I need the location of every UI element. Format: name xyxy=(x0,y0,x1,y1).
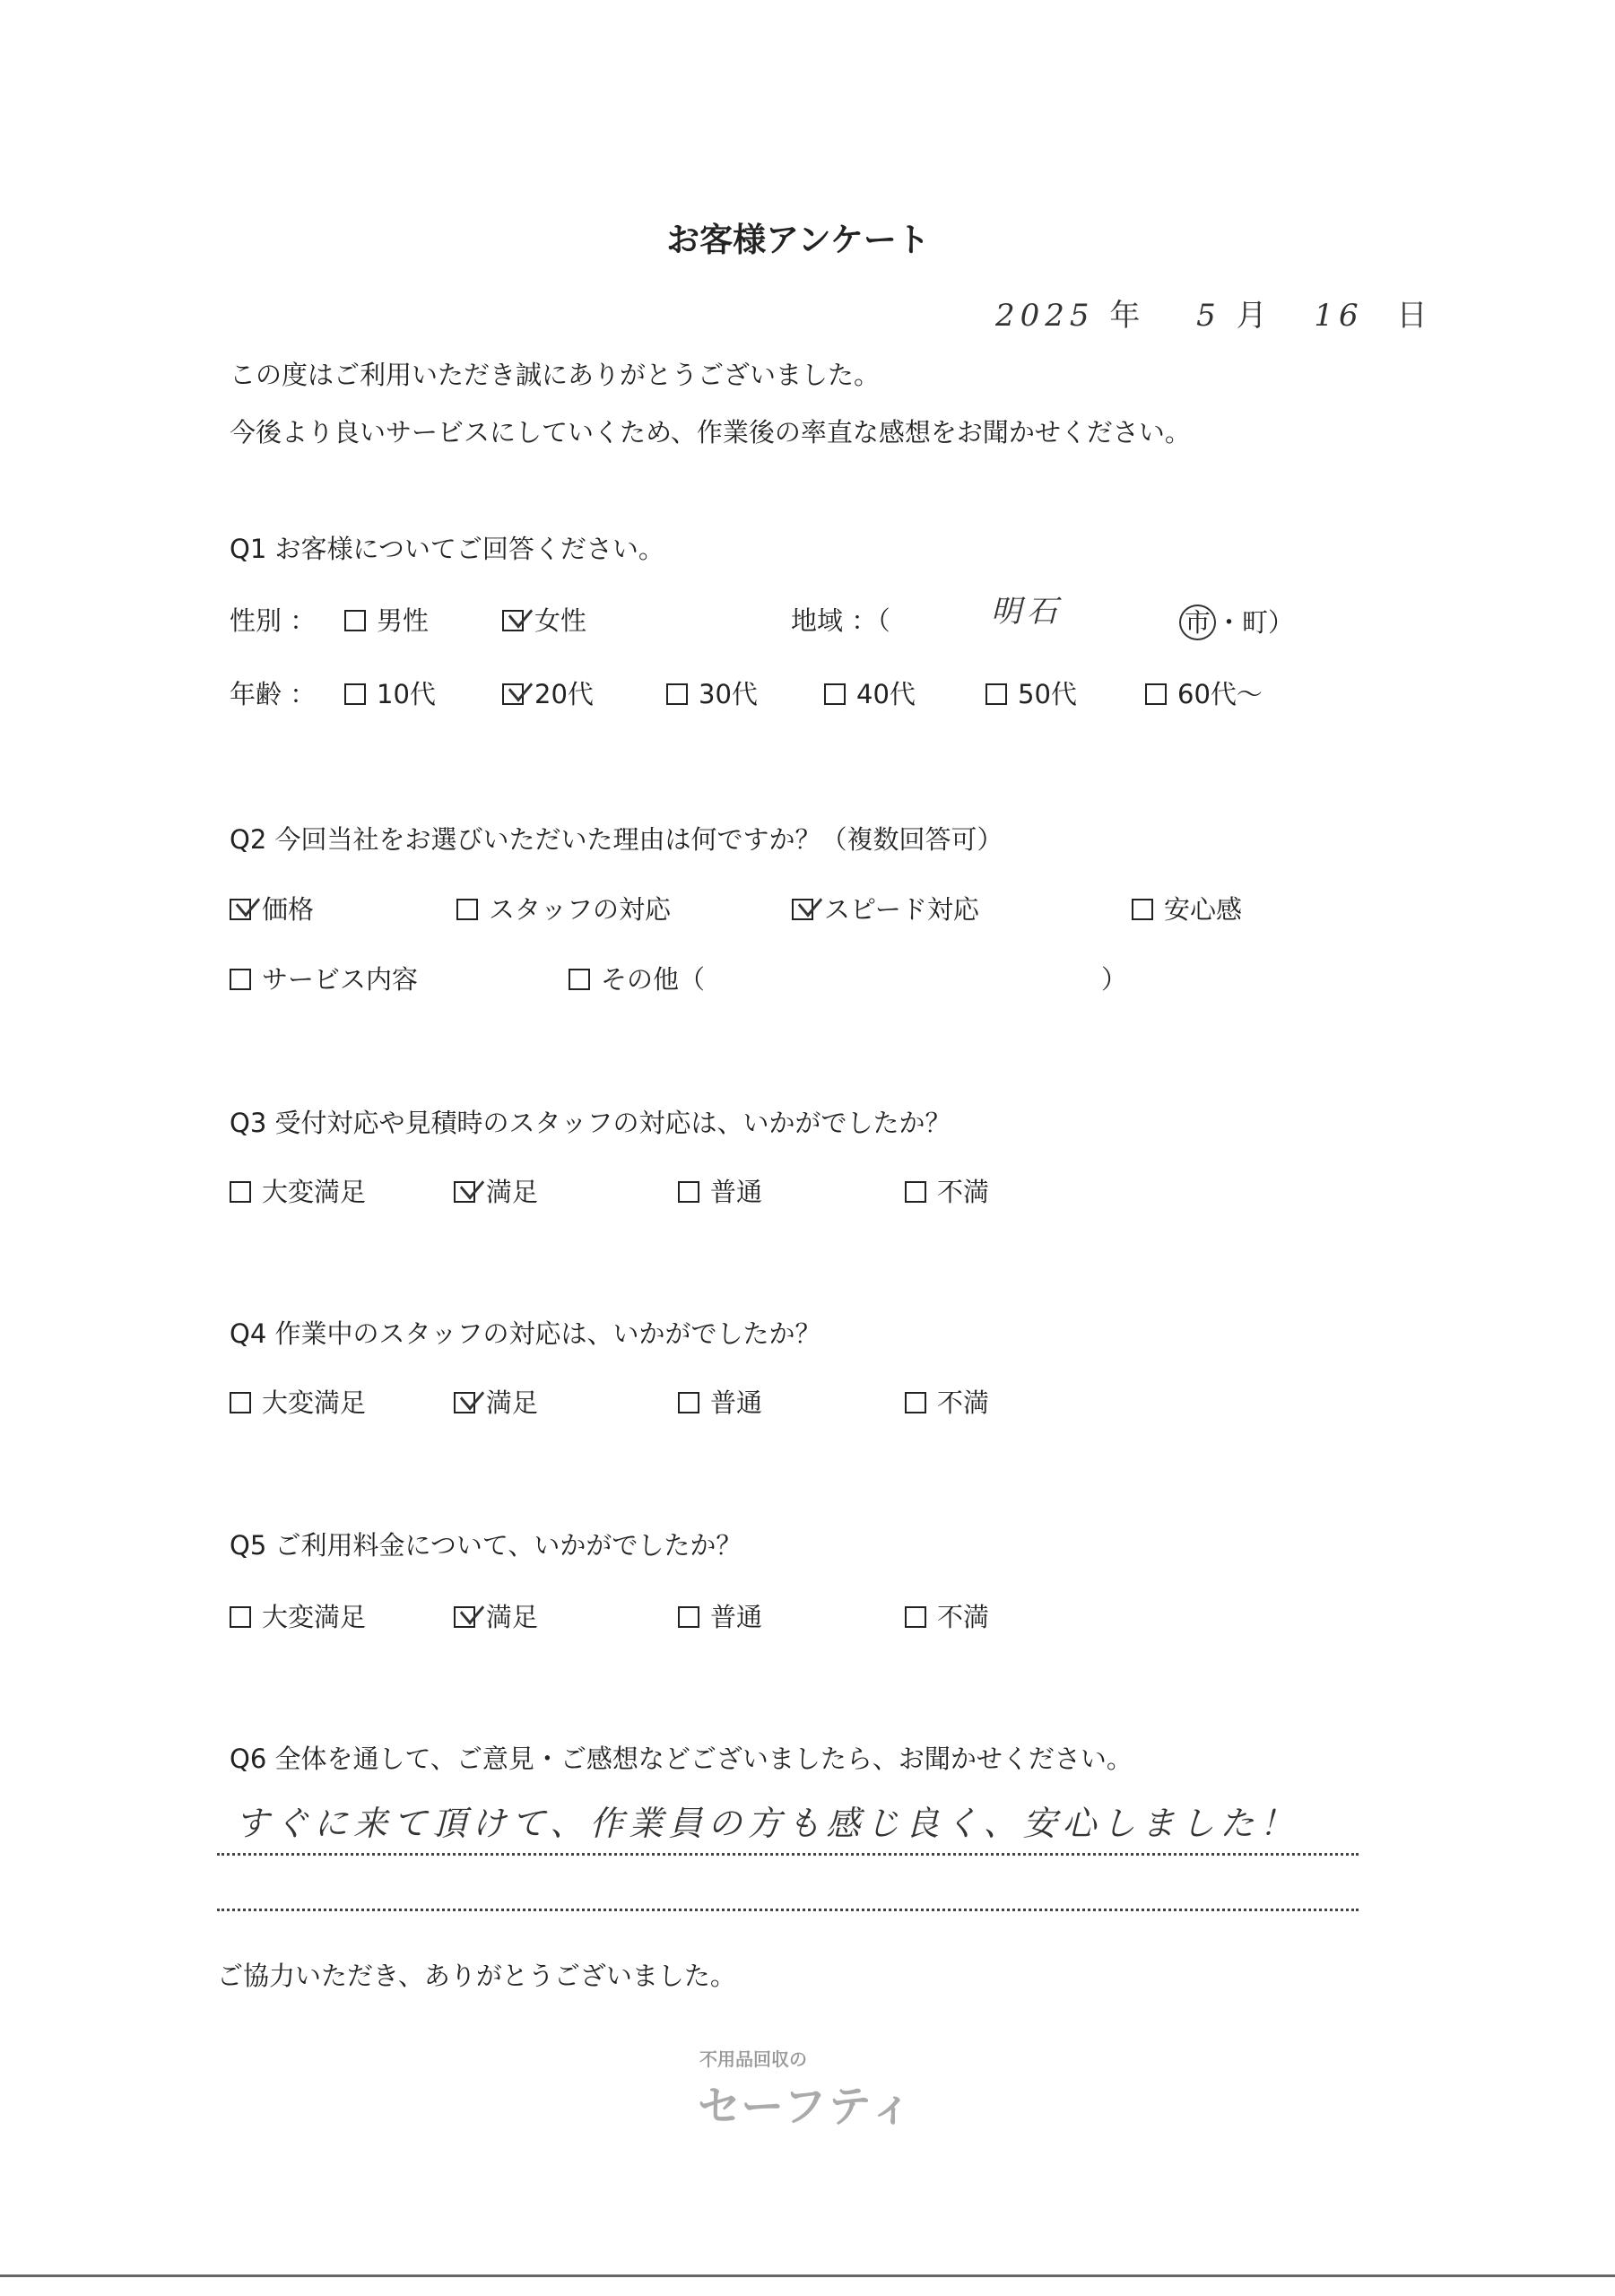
checkbox[interactable] xyxy=(344,683,366,705)
age-option[interactable] xyxy=(1145,678,1263,710)
gender-option-label: 女性 xyxy=(534,605,587,636)
age-option-label: 40代 xyxy=(856,679,916,709)
checked-checkbox[interactable] xyxy=(454,1392,475,1413)
q2-question: Q2 今回当社をお選びいただいた理由は何ですか？（複数回答可） xyxy=(230,824,1003,855)
region-value[interactable]: 明石 xyxy=(991,594,1063,630)
q4-question: Q4 作業中のスタッフの対応は、いかがでしたか？ xyxy=(230,1318,821,1349)
checkbox[interactable] xyxy=(230,969,251,990)
q4-option-label: 不満 xyxy=(937,1387,990,1418)
checkbox[interactable] xyxy=(678,1606,699,1628)
date-field[interactable] xyxy=(995,300,1433,332)
q6-question: Q6 全体を通して、ご意見・ご感想などございましたら、お聞かせください。 xyxy=(230,1744,1133,1774)
closing-text: ご協力いただき、ありがとうございました。 xyxy=(217,1961,736,1991)
gender-option[interactable] xyxy=(502,604,586,637)
company-logo: セーフティ xyxy=(698,2082,915,2132)
q3-option-label: 普通 xyxy=(710,1177,763,1207)
checked-checkbox[interactable] xyxy=(792,899,813,920)
gender-option[interactable] xyxy=(344,604,429,637)
q3-option[interactable] xyxy=(454,1176,538,1208)
age-option[interactable] xyxy=(985,678,1077,710)
age-option-label: 10代 xyxy=(377,679,436,709)
reason-option-label: サービス内容 xyxy=(262,964,419,995)
q3-option-label: 不満 xyxy=(937,1177,990,1207)
checkbox[interactable] xyxy=(230,1181,251,1203)
date-year-label: 年 xyxy=(1109,298,1146,334)
q4-option-label: 大変満足 xyxy=(262,1387,367,1418)
region-label: 地域 ：（ xyxy=(791,605,890,636)
reason-option-label: 安心感 xyxy=(1164,894,1243,925)
age-option-label: 30代 xyxy=(699,679,758,709)
answer-line-1 xyxy=(217,1853,1359,1856)
checkbox[interactable] xyxy=(344,610,366,631)
date-day: 16 xyxy=(1314,298,1364,334)
scan-edge-line xyxy=(0,2274,1615,2277)
checkbox[interactable] xyxy=(985,683,1007,705)
checkbox[interactable] xyxy=(456,899,478,920)
q6-answer[interactable]: すぐに来て頂けて、作業員の方も感じ良く、安心しました！ xyxy=(235,1804,1299,1843)
intro-line-1: この度はご利用いただき誠にありがとうございました。 xyxy=(230,360,881,390)
reason-option[interactable] xyxy=(1132,893,1242,926)
checked-checkbox[interactable] xyxy=(230,899,251,920)
checked-checkbox[interactable] xyxy=(502,683,524,705)
age-option[interactable] xyxy=(824,678,916,710)
reason-option[interactable] xyxy=(230,893,314,926)
q2-other-close: ） xyxy=(1101,964,1128,995)
q4-option-label: 満足 xyxy=(486,1387,539,1418)
date-year: 2025 xyxy=(995,298,1095,334)
reason-option[interactable] xyxy=(569,963,705,996)
gender-label: 性別 ： xyxy=(230,605,317,636)
checkbox[interactable] xyxy=(905,1606,926,1628)
checkbox[interactable] xyxy=(569,969,590,990)
q4-option[interactable] xyxy=(678,1387,762,1419)
q4-option[interactable] xyxy=(905,1387,989,1419)
checkbox[interactable] xyxy=(905,1392,926,1413)
region-city-circled: 市 xyxy=(1179,604,1216,640)
intro-line-2: 今後より良いサービスにしていくため、作業後の率直な感想をお聞かせください。 xyxy=(230,417,1191,448)
q4-option[interactable] xyxy=(454,1387,538,1419)
q3-question: Q3 受付対応や見積時のスタッフの対応は、いかがでしたか？ xyxy=(230,1108,951,1138)
q5-question: Q5 ご利用料金について、いかがでしたか？ xyxy=(230,1530,742,1561)
date-day-label: 日 xyxy=(1396,298,1433,334)
region-town: ・町） xyxy=(1216,607,1295,638)
q5-option-label: 不満 xyxy=(937,1602,990,1632)
reason-option[interactable] xyxy=(456,893,671,926)
q4-option-label: 普通 xyxy=(710,1387,763,1418)
checkbox[interactable] xyxy=(230,1392,251,1413)
checkbox[interactable] xyxy=(666,683,688,705)
reason-option[interactable] xyxy=(792,893,979,926)
q5-option-label: 満足 xyxy=(486,1602,539,1632)
age-label: 年齢 ： xyxy=(230,679,317,709)
checked-checkbox[interactable] xyxy=(454,1181,475,1203)
q5-option[interactable] xyxy=(230,1601,366,1633)
reason-option[interactable] xyxy=(230,963,418,996)
age-option-label: 50代 xyxy=(1018,679,1077,709)
reason-option-label: スタッフの対応 xyxy=(489,894,672,925)
checkbox[interactable] xyxy=(824,683,846,705)
q3-option-label: 大変満足 xyxy=(262,1177,367,1207)
date-month: 5 xyxy=(1196,298,1221,334)
survey-title: お客様アンケート xyxy=(666,221,930,259)
age-option-label: 20代 xyxy=(534,679,594,709)
checkbox[interactable] xyxy=(678,1392,699,1413)
q1-question: Q1 お客様についてご回答ください。 xyxy=(230,534,664,564)
q5-option-label: 普通 xyxy=(710,1602,763,1632)
age-option[interactable] xyxy=(666,678,758,710)
q3-option[interactable] xyxy=(905,1176,989,1208)
q5-option[interactable] xyxy=(905,1601,989,1633)
age-option-label: 60代～ xyxy=(1177,679,1263,709)
reason-option-label: スピード対応 xyxy=(824,894,979,925)
q3-option[interactable] xyxy=(230,1176,366,1208)
answer-line-2 xyxy=(217,1909,1359,1911)
checkbox[interactable] xyxy=(230,1606,251,1628)
checkbox[interactable] xyxy=(1145,683,1167,705)
checkbox[interactable] xyxy=(905,1181,926,1203)
checkbox[interactable] xyxy=(678,1181,699,1203)
reason-option-label: その他（ xyxy=(601,964,706,995)
q3-option[interactable] xyxy=(678,1176,762,1208)
gender-option-label: 男性 xyxy=(377,605,430,636)
checked-checkbox[interactable] xyxy=(454,1606,475,1628)
reason-option-label: 価格 xyxy=(262,894,315,925)
q5-option[interactable] xyxy=(454,1601,538,1633)
q5-option-label: 大変満足 xyxy=(262,1602,367,1632)
date-month-label: 月 xyxy=(1236,298,1272,334)
checkbox[interactable] xyxy=(1132,899,1153,920)
q3-option-label: 満足 xyxy=(486,1177,539,1207)
logo-tagline: 不用品回収の xyxy=(699,2048,807,2070)
q4-option[interactable] xyxy=(230,1387,366,1419)
region-city-town[interactable] xyxy=(1179,604,1294,640)
q5-option[interactable] xyxy=(678,1601,762,1633)
checked-checkbox[interactable] xyxy=(502,610,524,631)
age-option[interactable] xyxy=(502,678,594,710)
age-option[interactable] xyxy=(344,678,436,710)
